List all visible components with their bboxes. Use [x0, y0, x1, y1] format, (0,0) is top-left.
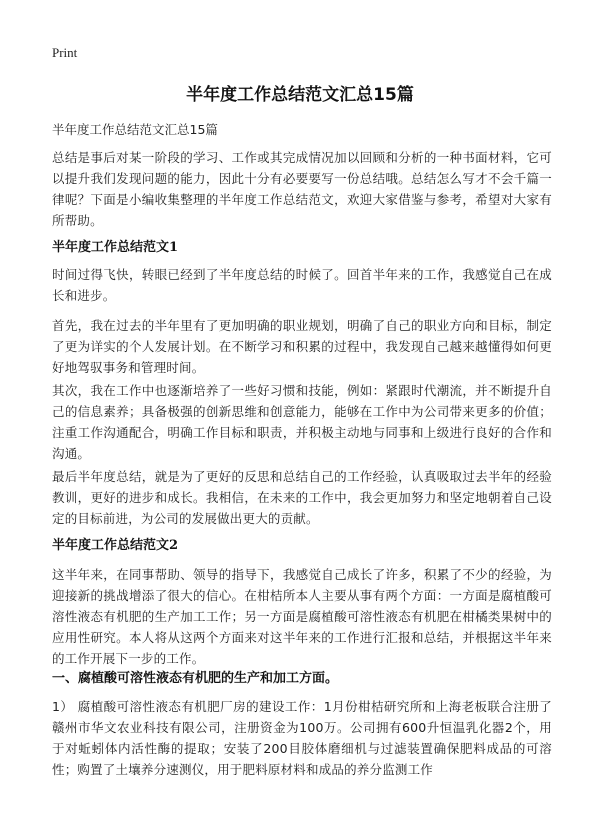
section-heading-1: 半年度工作总结范文1 — [52, 240, 179, 255]
section-1-paragraph-2: 首先，我在过去的半年里有了更加明确的职业规划，明确了自己的职业方向和目标，制定了更为详实的个人发展计划。在不断学习和积累的过程中，我发现自己越来越懂得如何更好地驾驭事务和管理时间。 — [52, 318, 552, 375]
section-1-paragraph-4: 最后半年度总结，就是为了更好的反思和总结自己的工作经验，认真吸取过去半年的经验教训，更好的进步和成长。我相信，在未来的工作中，我会更加努力和坚定地朝着自己设定的目标前进，为公司的发展做出更大的贡献。 — [52, 469, 552, 526]
document-title: 半年度工作总结范文汇总15篇 — [186, 85, 414, 105]
subsection-paragraph: 1） 腐植酸可溶性液态有机肥厂房的建设工作：1月份柑桔研究所和上海老板联合注册了赣州市华文农业科技有限公司，注册资金为100万。公司拥有600升恒温乳化器2个，用于对蚯蚓体内活性酶的提取；安装了200目胶体磨细机与过滤装置确保肥料成品的可溶性；购置了土壤养分速测仪，用于肥料原材料和成品的养分监测工作 — [52, 699, 552, 777]
print-label[interactable]: Print — [52, 45, 78, 60]
section-1-paragraph-1: 时间过得飞快，转眼已经到了半年度总结的时候了。回首半年来的工作，我感觉自己在成长和进步。 — [52, 267, 552, 303]
section-2-paragraph-1: 这半年来，在同事帮助、领导的指导下，我感觉自己成长了许多，积累了不少的经验，为迎接新的挑战增添了很大的信心。在柑桔所本人主要从事有两个方面：一方面是腐植酸可溶性液态有机肥的生产加工工作；另一方面是腐植酸可溶性液态有机肥在柑橘类果树中的应用性研究。本人将从这两个方面来对这半年来的工作进行汇报和总结，并根据这半年来的工作开展下一步的工作。 — [52, 567, 552, 666]
document-subtitle: 半年度工作总结范文汇总15篇 — [52, 122, 218, 137]
section-heading-2: 半年度工作总结范文2 — [52, 538, 179, 553]
section-1-paragraph-3: 其次，我在工作中也逐渐培养了一些好习惯和技能，例如：紧跟时代潮流，并不断提升自己的信息素养；具备极强的创新思维和创意能力，能够在工作中为公司带来更多的价值；注重工作沟通配合，明确工作目标和职责，并积极主动地与同事和上级进行良好的合作和沟通。 — [52, 383, 552, 461]
intro-paragraph: 总结是事后对某一阶段的学习、工作或其完成情况加以回顾和分析的一种书面材料，它可以提升我们发现问题的能力，因此十分有必要要写一份总结哦。总结怎么写才不会千篇一律呢？下面是小编收集整理的半年度工作总结范文，欢迎大家借鉴与参考，希望对大家有所帮助。 — [52, 150, 552, 228]
subsection-heading: 一、腐植酸可溶性液态有机肥的生产和加工方面。 — [52, 671, 339, 686]
